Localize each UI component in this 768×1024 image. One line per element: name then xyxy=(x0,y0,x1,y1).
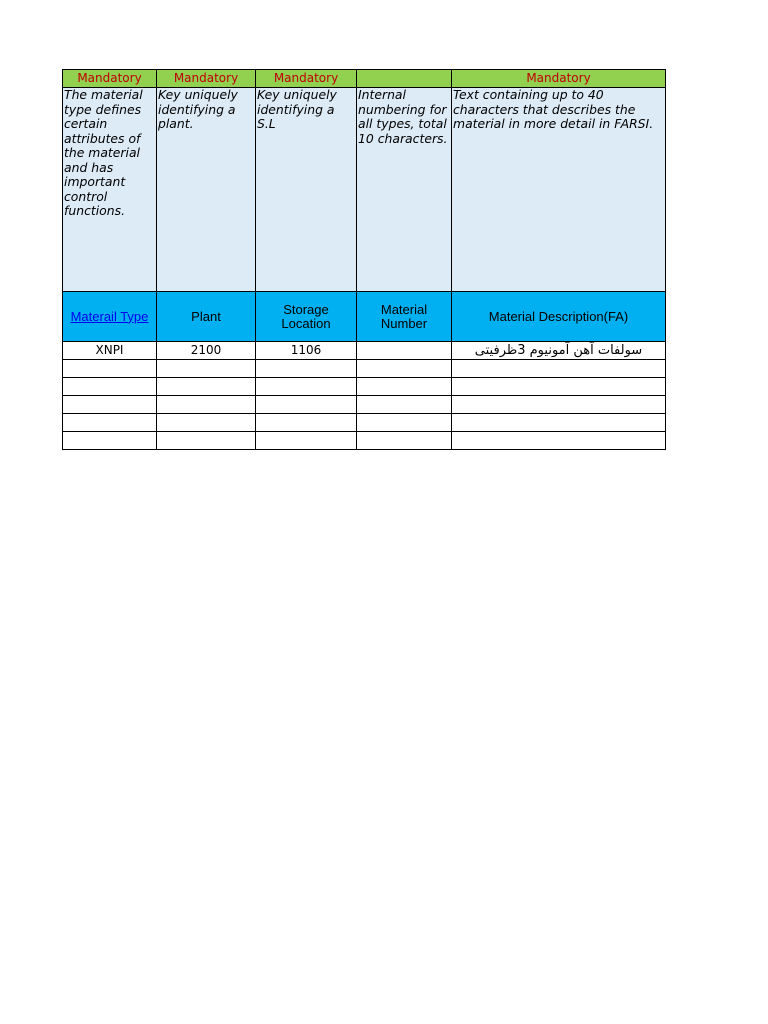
cell-storage-location[interactable] xyxy=(256,432,357,450)
description-cell-material-number: Internal numbering for all types, total 10 characters. xyxy=(357,88,452,292)
cell-plant[interactable] xyxy=(157,432,256,450)
header-cell-plant: Plant xyxy=(157,292,256,342)
cell-material-type[interactable] xyxy=(63,414,157,432)
cell-plant[interactable] xyxy=(157,396,256,414)
cell-material-type[interactable] xyxy=(63,432,157,450)
cell-material-description[interactable] xyxy=(452,396,666,414)
description-cell-material-description: Text containing up to 40 characters that describes the material in more detail in FARSI. xyxy=(452,88,666,292)
mandatory-cell-material-description: Mandatory xyxy=(452,70,666,88)
description-cell-material-type: The material type defines certain attributes of the material and has important control functions. xyxy=(63,88,157,292)
header-cell-material-description: Material Description(FA) xyxy=(452,292,666,342)
cell-storage-location[interactable] xyxy=(256,396,357,414)
cell-material-number[interactable] xyxy=(357,396,452,414)
cell-plant[interactable] xyxy=(157,378,256,396)
cell-plant[interactable]: 2100 xyxy=(157,342,256,360)
description-cell-storage-location: Key uniquely identifying a S.L xyxy=(256,88,357,292)
cell-material-number[interactable] xyxy=(357,378,452,396)
table-row xyxy=(63,360,666,378)
cell-material-type[interactable] xyxy=(63,396,157,414)
cell-material-number[interactable] xyxy=(357,342,452,360)
table-row xyxy=(63,414,666,432)
cell-storage-location[interactable] xyxy=(256,414,357,432)
table-row xyxy=(63,396,666,414)
cell-material-type[interactable] xyxy=(63,360,157,378)
header-cell-material-number: Material Number xyxy=(357,292,452,342)
cell-material-number[interactable] xyxy=(357,414,452,432)
cell-plant[interactable] xyxy=(157,360,256,378)
cell-storage-location[interactable] xyxy=(256,378,357,396)
mandatory-cell-storage-location: Mandatory xyxy=(256,70,357,88)
material-type-link[interactable]: Materail Type xyxy=(70,308,149,324)
cell-material-description[interactable] xyxy=(452,414,666,432)
cell-material-description[interactable]: سولفات آهن آمونیوم 3ظرفیتی xyxy=(452,342,666,360)
header-cell-material-type[interactable] xyxy=(63,292,157,342)
mandatory-cell-material-number xyxy=(357,70,452,88)
mandatory-cell-material-type: Mandatory xyxy=(63,70,157,88)
cell-material-type[interactable]: XNPI xyxy=(63,342,157,360)
mandatory-row xyxy=(63,70,666,88)
cell-storage-location[interactable] xyxy=(256,360,357,378)
header-cell-storage-location: Storage Location xyxy=(256,292,357,342)
cell-material-number[interactable] xyxy=(357,360,452,378)
cell-plant[interactable] xyxy=(157,414,256,432)
table-row xyxy=(63,378,666,396)
description-cell-plant: Key uniquely identifying a plant. xyxy=(157,88,256,292)
table-row xyxy=(63,432,666,450)
table-row xyxy=(63,342,666,360)
cell-material-number[interactable] xyxy=(357,432,452,450)
cell-material-description[interactable] xyxy=(452,378,666,396)
cell-material-description[interactable] xyxy=(452,432,666,450)
header-row xyxy=(63,292,666,342)
cell-material-type[interactable] xyxy=(63,378,157,396)
mandatory-cell-plant: Mandatory xyxy=(157,70,256,88)
cell-storage-location[interactable]: 1106 xyxy=(256,342,357,360)
description-row xyxy=(63,88,666,292)
material-spec-table xyxy=(62,69,666,450)
cell-material-description[interactable] xyxy=(452,360,666,378)
